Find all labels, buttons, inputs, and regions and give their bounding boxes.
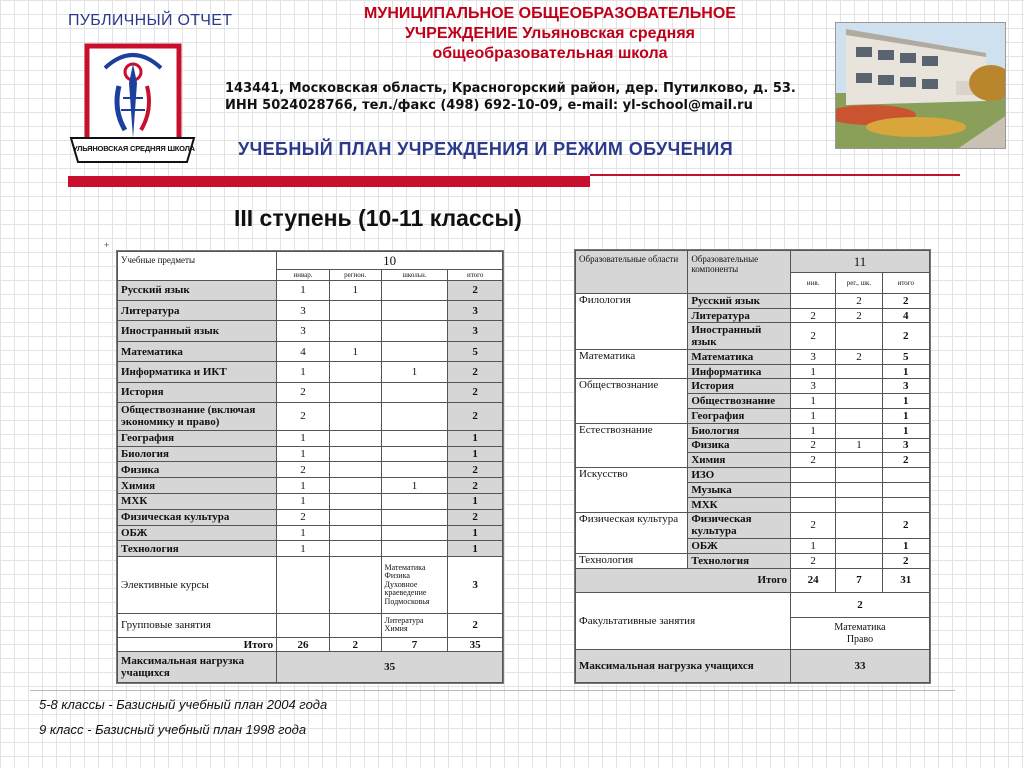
hours-cell (381, 321, 448, 341)
contacts-line: ИНН 5024028766, тел./факс (498) 692-10-09, e-mail: yl-school@mail.ru (225, 98, 753, 113)
component-name: Информатика (688, 364, 791, 379)
grade-head: 11 (791, 251, 930, 273)
subject-name: Биология (118, 446, 277, 462)
hours-total: 1 (882, 423, 929, 438)
hours-cell: 1 (277, 494, 330, 510)
subject-name: ОБЖ (118, 525, 277, 541)
hours-total (882, 497, 929, 512)
hours-total: 3 (882, 438, 929, 453)
table-row (576, 512, 930, 539)
stage-title: III ступень (10-11 классы) (234, 205, 522, 231)
hours-total: 2 (882, 293, 929, 308)
component-name: Литература (688, 308, 791, 323)
hours-cell (836, 482, 882, 497)
hours-cell (836, 364, 882, 379)
component-name: История (688, 379, 791, 394)
hours-total: 1 (448, 494, 503, 510)
hours-cell (329, 301, 381, 321)
max-load-label: Максимальная нагрузка учащихся (118, 652, 277, 683)
hours-cell (329, 446, 381, 462)
hours-cell (381, 382, 448, 402)
total-cell: 24 (791, 568, 836, 592)
table-row (576, 349, 930, 364)
table-row (576, 293, 930, 308)
table-row (576, 468, 930, 483)
hours-cell: 1 (277, 525, 330, 541)
hours-total: 5 (448, 341, 503, 361)
hours-cell (836, 394, 882, 409)
list-entry: краеведение (384, 588, 427, 598)
area-name: Искусство (576, 468, 688, 512)
subject-name: География (118, 430, 277, 446)
hours-total: 1 (882, 409, 929, 424)
hours-cell (329, 509, 381, 525)
component-name: Технология (688, 553, 791, 568)
col-head-subjects: Учебные предметы (118, 252, 277, 281)
hours-total: 1 (448, 446, 503, 462)
table-row (118, 280, 503, 300)
sub-head: инвар. (277, 270, 330, 280)
grade10-table (116, 250, 504, 684)
hours-cell (381, 446, 448, 462)
hours-cell: 1 (277, 362, 330, 382)
hours-total: 5 (882, 349, 929, 364)
subject-name: Математика (118, 341, 277, 361)
hours-cell (329, 478, 381, 494)
accent-bar (68, 176, 590, 187)
note-line1: 5-8 классы - Базисный учебный план 2004 года (39, 697, 328, 712)
hours-cell: 2 (277, 509, 330, 525)
table-row (118, 382, 503, 402)
address-block (225, 80, 796, 114)
table-row (118, 462, 503, 478)
hours-cell (836, 539, 882, 554)
hours-cell: 1 (277, 446, 330, 462)
hours-cell: 1 (329, 280, 381, 300)
optional-label: Факультативные занятия (576, 593, 791, 650)
hours-cell: 1 (791, 539, 836, 554)
table-row (118, 446, 503, 462)
table-row (118, 341, 503, 361)
org-name-line2: УЧРЕЖДЕНИЕ Ульяновская средняя (404, 25, 696, 42)
hours-total: 1 (882, 394, 929, 409)
sub-head: регион. (329, 270, 381, 280)
table-row (118, 509, 503, 525)
hours-cell (836, 423, 882, 438)
sub-head: итого (448, 270, 503, 280)
hours-total (882, 468, 929, 483)
note-line2: 9 класс - Базисный учебный план 1998 года (39, 722, 307, 737)
area-name: Обществознание (576, 379, 688, 423)
hours-total: 1 (882, 539, 929, 554)
elective-label: Элективные курсы (118, 557, 277, 613)
table-row (118, 430, 503, 446)
sub-head: итого (882, 273, 929, 293)
elective-list (381, 557, 448, 613)
hours-total: 3 (448, 301, 503, 321)
total-label: Итого (576, 568, 791, 592)
subject-name: Химия (118, 478, 277, 494)
hours-cell (381, 541, 448, 557)
subject-name: Русский язык (118, 280, 277, 300)
hours-cell (836, 379, 882, 394)
table-row (118, 478, 503, 494)
hours-cell: 4 (277, 341, 330, 361)
hours-cell: 1 (277, 541, 330, 557)
list-entry: Право (846, 633, 874, 645)
col-head-areas: Образовательные области (576, 251, 688, 294)
subject-name: Физика (118, 462, 277, 478)
total-cell: 26 (277, 638, 330, 652)
component-name: География (688, 409, 791, 424)
total-cell: 7 (381, 638, 448, 652)
hours-cell: 2 (277, 382, 330, 402)
hours-cell (836, 553, 882, 568)
hours-cell: 2 (277, 462, 330, 478)
hours-total: 2 (882, 512, 929, 539)
subject-name: Физическая культура (118, 509, 277, 525)
hours-cell: 3 (791, 349, 836, 364)
org-name-line3: общеобразовательная школа (432, 45, 668, 62)
hours-cell: 1 (791, 394, 836, 409)
hours-cell (329, 362, 381, 382)
hours-cell (329, 525, 381, 541)
hours-cell (381, 509, 448, 525)
hours-cell (329, 494, 381, 510)
hours-cell (329, 430, 381, 446)
table-row (118, 301, 503, 321)
hours-cell (329, 321, 381, 341)
elective-total: 3 (448, 557, 503, 613)
hours-cell (329, 462, 381, 478)
hours-cell: 2 (791, 323, 836, 350)
hours-total: 2 (448, 362, 503, 382)
list-entry: Математика (834, 621, 886, 633)
hours-cell: 2 (836, 349, 882, 364)
hours-cell (381, 494, 448, 510)
total-cell: 31 (882, 568, 929, 592)
subject-name: Технология (118, 541, 277, 557)
hours-cell: 2 (791, 308, 836, 323)
section-subtitle: УЧЕБНЫЙ ПЛАН УЧРЕЖДЕНИЯ И РЕЖИМ ОБУЧЕНИЯ (238, 139, 734, 159)
list-entry: Физика (384, 571, 410, 581)
school-logo (65, 38, 200, 166)
component-name: ОБЖ (688, 539, 791, 554)
area-name: Филология (576, 293, 688, 349)
hours-cell (791, 497, 836, 512)
hours-total: 2 (448, 403, 503, 431)
max-load-label: Максимальная нагрузка учащихся (576, 650, 791, 683)
table-row (118, 494, 503, 510)
hours-cell (791, 482, 836, 497)
component-name: Физика (688, 438, 791, 453)
hours-total: 4 (882, 308, 929, 323)
table-row (118, 403, 503, 431)
table-row (576, 423, 930, 438)
component-name: Химия (688, 453, 791, 468)
component-name: Русский язык (688, 293, 791, 308)
component-name: Обществознание (688, 394, 791, 409)
logo-text: УЛЬЯНОВСКАЯ СРЕДНЯЯ ШКОЛА (73, 144, 195, 153)
hours-cell: 1 (836, 438, 882, 453)
list-entry: Духовное (384, 579, 418, 589)
subject-name: Информатика и ИКТ (118, 362, 277, 382)
table-row (118, 541, 503, 557)
optional-hours: 2 (791, 593, 930, 617)
component-name: МХК (688, 497, 791, 512)
report-tag: ПУБЛИЧНЫЙ ОТЧЕТ (68, 12, 233, 29)
hours-cell: 1 (277, 280, 330, 300)
optional-list (791, 617, 930, 650)
area-name: Математика (576, 349, 688, 379)
table-row (118, 525, 503, 541)
hours-total: 3 (448, 321, 503, 341)
hours-cell: 2 (836, 308, 882, 323)
sub-head: рег., шк. (836, 273, 882, 293)
hours-cell (836, 468, 882, 483)
area-name: Физическая культура (576, 512, 688, 553)
grade11-table (574, 249, 931, 684)
hours-cell (836, 497, 882, 512)
hours-total: 2 (882, 453, 929, 468)
hours-cell: 1 (381, 478, 448, 494)
total-cell: 2 (329, 638, 381, 652)
hours-cell: 3 (277, 321, 330, 341)
hours-total (882, 482, 929, 497)
hours-cell: 1 (791, 423, 836, 438)
hours-cell (381, 430, 448, 446)
subject-name: Иностранный язык (118, 321, 277, 341)
hours-cell: 1 (277, 430, 330, 446)
total-cell: 7 (836, 568, 882, 592)
hours-cell (791, 468, 836, 483)
component-name: ИЗО (688, 468, 791, 483)
component-name: Музыка (688, 482, 791, 497)
hours-cell (381, 403, 448, 431)
group-list (381, 613, 448, 638)
hours-cell (329, 382, 381, 402)
hours-total: 2 (882, 553, 929, 568)
hours-total: 2 (882, 323, 929, 350)
hours-cell: 2 (791, 553, 836, 568)
area-name: Технология (576, 553, 688, 568)
hours-total: 2 (448, 509, 503, 525)
scan-marker: + (104, 240, 110, 250)
table-row (576, 379, 930, 394)
hours-cell: 2 (791, 512, 836, 539)
max-load-value: 33 (791, 650, 930, 683)
hours-total: 1 (448, 525, 503, 541)
list-entry: Математика (384, 562, 426, 572)
grade-head: 10 (277, 252, 503, 270)
component-name: Математика (688, 349, 791, 364)
hours-total: 1 (448, 541, 503, 557)
hours-cell: 1 (277, 478, 330, 494)
subject-name: Обществознание (включая экономику и право) (118, 403, 277, 431)
group-label: Групповые занятия (118, 613, 277, 638)
list-entry: Литература (384, 615, 424, 625)
subject-name: История (118, 382, 277, 402)
hours-cell: 3 (791, 379, 836, 394)
component-name: Биология (688, 423, 791, 438)
hours-cell (381, 525, 448, 541)
hours-cell (836, 512, 882, 539)
org-name-line1: МУНИЦИПАЛЬНОЕ ОБЩЕОБРАЗОВАТЕЛЬНОЕ (364, 5, 736, 22)
hours-cell: 2 (791, 438, 836, 453)
hours-total: 2 (448, 462, 503, 478)
hours-cell (381, 301, 448, 321)
hours-cell (836, 323, 882, 350)
hours-cell: 3 (277, 301, 330, 321)
hours-total: 3 (882, 379, 929, 394)
hours-total: 2 (448, 280, 503, 300)
address-line: 143441, Московская область, Красногорский район, дер. Путилково, д. 53. (225, 81, 796, 96)
hours-cell: 1 (791, 364, 836, 379)
accent-line (590, 174, 960, 176)
group-total: 2 (448, 613, 503, 638)
hours-cell (381, 462, 448, 478)
table-row (576, 553, 930, 568)
sub-head: школьн. (381, 270, 448, 280)
area-name: Естествознание (576, 423, 688, 467)
table-row (118, 321, 503, 341)
list-entry: Химия (384, 624, 408, 634)
hours-cell: 1 (791, 409, 836, 424)
hours-cell: 2 (277, 403, 330, 431)
sub-head: инв. (791, 273, 836, 293)
table-row (118, 362, 503, 382)
col-head-components: Образовательные компоненты (688, 251, 791, 294)
hours-cell (836, 453, 882, 468)
component-name: Иностранный язык (688, 323, 791, 350)
hours-total: 1 (882, 364, 929, 379)
total-label: Итого (118, 638, 277, 652)
hours-total: 1 (448, 430, 503, 446)
total-cell: 35 (448, 638, 503, 652)
hours-cell (381, 341, 448, 361)
hours-cell (329, 403, 381, 431)
hours-cell: 2 (836, 293, 882, 308)
subject-name: Литература (118, 301, 277, 321)
hours-total: 2 (448, 382, 503, 402)
max-load-value: 35 (277, 652, 503, 683)
hours-cell (329, 541, 381, 557)
hours-cell (791, 293, 836, 308)
list-entry: Подмосковья (384, 596, 430, 606)
hours-total: 2 (448, 478, 503, 494)
divider (30, 690, 955, 691)
component-name: Физическая культура (688, 512, 791, 539)
hours-cell (381, 280, 448, 300)
hours-cell (836, 409, 882, 424)
hours-cell: 1 (329, 341, 381, 361)
subject-name: МХК (118, 494, 277, 510)
school-photo (835, 22, 1006, 149)
hours-cell: 1 (381, 362, 448, 382)
hours-cell: 2 (791, 453, 836, 468)
